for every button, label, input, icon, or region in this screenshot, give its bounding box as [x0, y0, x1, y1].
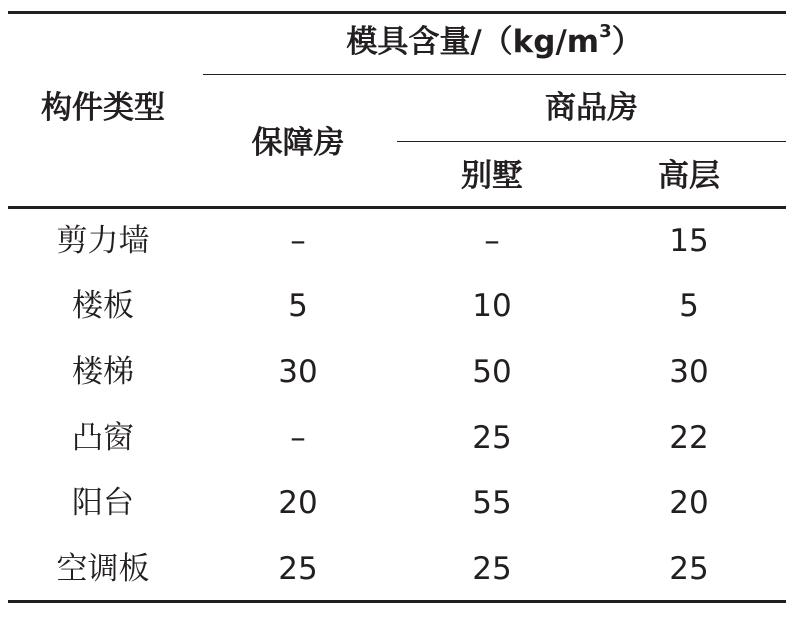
row-affordable: 25	[278, 551, 318, 587]
row-high-rise: 30	[669, 354, 709, 390]
row-villa: 50	[472, 354, 512, 390]
row-villa: –	[484, 223, 500, 259]
row-high-rise: 25	[669, 551, 709, 587]
header-affordable-housing: 保障房	[251, 125, 345, 161]
row-affordable: 5	[288, 288, 308, 324]
header-villa: 别墅	[461, 158, 523, 194]
header-mold-content	[203, 22, 786, 62]
row-type: 凸窗	[72, 420, 134, 456]
header-mold-content-close: ）	[611, 24, 643, 60]
row-type: 空调板	[56, 551, 150, 587]
row-high-rise: 22	[669, 420, 709, 456]
row-high-rise: 20	[669, 485, 709, 521]
header-subrule-commercial	[397, 141, 786, 142]
header-subrule-mold	[203, 74, 786, 75]
header-commercial-housing: 商品房	[545, 90, 638, 126]
row-villa: 55	[472, 485, 512, 521]
row-villa: 10	[472, 288, 512, 324]
header-mold-content-label: 模具含量/（kg/m	[346, 24, 600, 60]
header-bottom-rule	[8, 206, 786, 209]
row-type: 剪力墙	[56, 223, 150, 259]
bottom-rule	[8, 600, 786, 603]
row-type: 阳台	[72, 485, 134, 521]
row-villa: 25	[472, 420, 512, 456]
row-type: 楼梯	[72, 354, 134, 390]
row-affordable: 20	[278, 485, 318, 521]
top-rule	[8, 11, 786, 14]
row-high-rise: 5	[679, 288, 699, 324]
header-component-type: 构件类型	[41, 90, 165, 126]
row-affordable: –	[290, 420, 306, 456]
row-affordable: –	[290, 223, 306, 259]
row-high-rise: 15	[669, 223, 709, 259]
header-mold-content-sup: 3	[599, 20, 612, 42]
row-type: 楼板	[72, 288, 134, 324]
row-villa: 25	[472, 551, 512, 587]
header-high-rise: 高层	[658, 158, 720, 194]
row-affordable: 30	[278, 354, 318, 390]
